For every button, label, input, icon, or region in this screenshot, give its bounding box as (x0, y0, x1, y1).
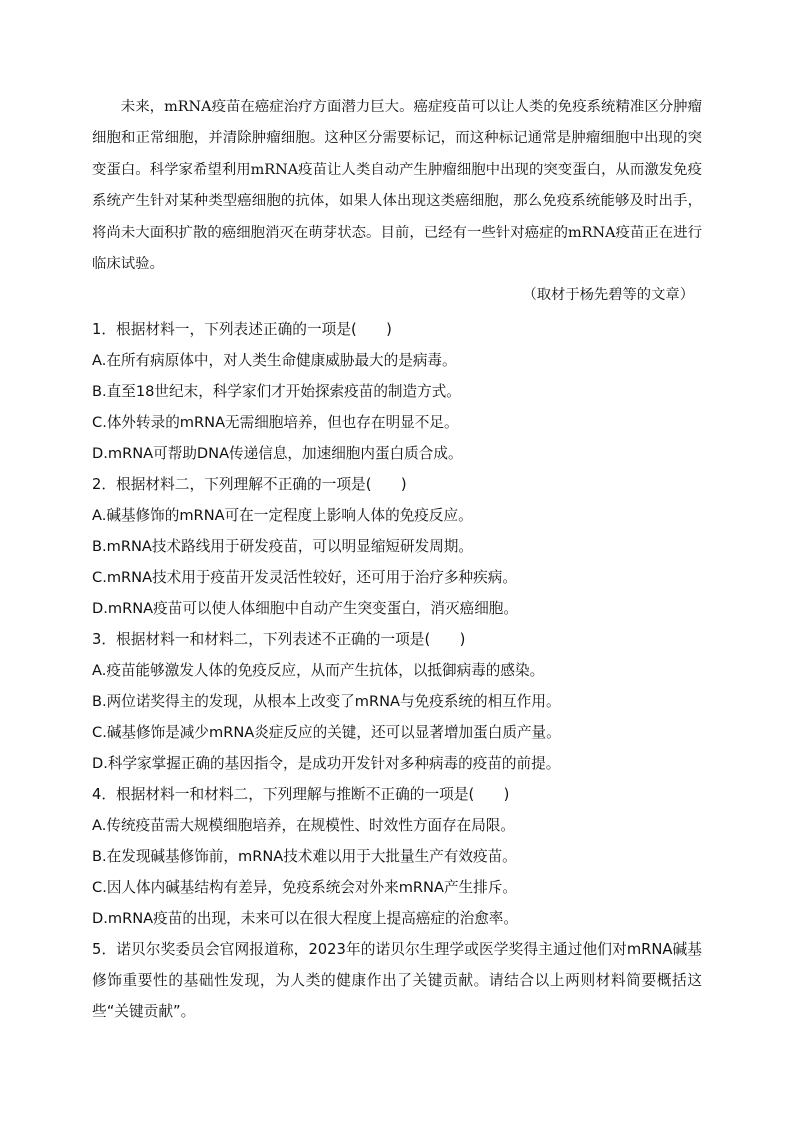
option-a: A.传统疫苗需大规模细胞培养，在规模性、时效性方面存在局限。 (92, 817, 515, 835)
option-d: D.mRNA可帮助DNA传递信息，加速细胞内蛋白质合成。 (92, 445, 463, 463)
question-stem: 1．根据材料一，下列表述正确的一项是( ) (92, 321, 392, 339)
option-b: B.两位诺奖得主的发现，从根本上改变了mRNA与免疫系统的相互作用。 (92, 693, 561, 711)
option-b: B.mRNA技术路线用于研发疫苗，可以明显缩短研发周期。 (92, 538, 473, 556)
question-3 (92, 624, 702, 779)
question-5: 5．诺贝尔奖委员会官网报道称，2023年的诺贝尔生理学或医学奖得主通过他们对mRNA碱基修饰重要性的基础性发现，为人类的健康作出了关键贡献。请结合以上两则材料简要概括这些“关键贡献”。 (92, 941, 702, 1021)
option-c: C.mRNA技术用于疫苗开发灵活性较好，还可用于治疗多种疾病。 (92, 569, 517, 587)
option-c: C.体外转录的mRNA无需细胞培养，但也存在明显不足。 (92, 414, 459, 432)
option-b: B.直至18世纪末，科学家们才开始探索疫苗的制造方式。 (92, 383, 461, 401)
option-a: A.在所有病原体中，对人类生命健康威胁最大的是病毒。 (92, 352, 457, 370)
option-d: D.mRNA疫苗可以使人体细胞中自动产生突变蛋白，消灭癌细胞。 (92, 600, 518, 618)
reading-passage: 未来，mRNA疫苗在癌症治疗方面潜力巨大。癌症疫苗可以让人类的免疫系统精准区分肿瘤细胞和正常细胞，并清除肿瘤细胞。这种区分需要标记，而这种标记通常是肿瘤细胞中出现的突变蛋白。科学家希望利用mRNA疫苗让人类自动产生肿瘤细胞中出现的突变蛋白，从而激发免疫系统产生针对某种类型癌细胞的抗体，如果人体出现这类癌细胞，那么免疫系统能够及时出手，将尚未大面积扩散的癌细胞消灭在萌芽状态。目前，已经有一些针对癌症的mRNA疫苗正在进行临床试验。 (92, 99, 702, 273)
option-c: C.因人体内碱基结构有差异，免疫系统会对外来mRNA产生排斥。 (92, 879, 517, 897)
option-a: A.疫苗能够激发人体的免疫反应，从而产生抗体，以抵御病毒的感染。 (92, 662, 545, 680)
question-4 (92, 779, 702, 934)
option-b: B.在发现碱基修饰前，mRNA技术难以用于大批量生产有效疫苗。 (92, 848, 517, 866)
question-stem: 4．根据材料一和材料二，下列理解与推断不正确的一项是( ) (92, 786, 510, 804)
question-stem: 3．根据材料一和材料二，下列表述不正确的一项是( ) (92, 631, 466, 649)
option-c: C.碱基修饰是减少mRNA炎症反应的关键，还可以显著增加蛋白质产量。 (92, 724, 561, 742)
question-stem: 2．根据材料二，下列理解不正确的一项是( ) (92, 476, 407, 494)
passage-source: （取材于杨先碧等的文章） (522, 287, 694, 304)
option-d: D.科学家掌握正确的基因指令，是成功开发针对多种病毒的疫苗的前提。 (92, 755, 561, 773)
option-d: D.mRNA疫苗的出现，未来可以在很大程度上提高癌症的治愈率。 (92, 910, 518, 928)
option-a: A.碱基修饰的mRNA可在一定程度上影响人体的免疫反应。 (92, 507, 473, 525)
question-1 (92, 314, 702, 469)
question-2 (92, 469, 702, 624)
question-list (92, 314, 702, 1027)
